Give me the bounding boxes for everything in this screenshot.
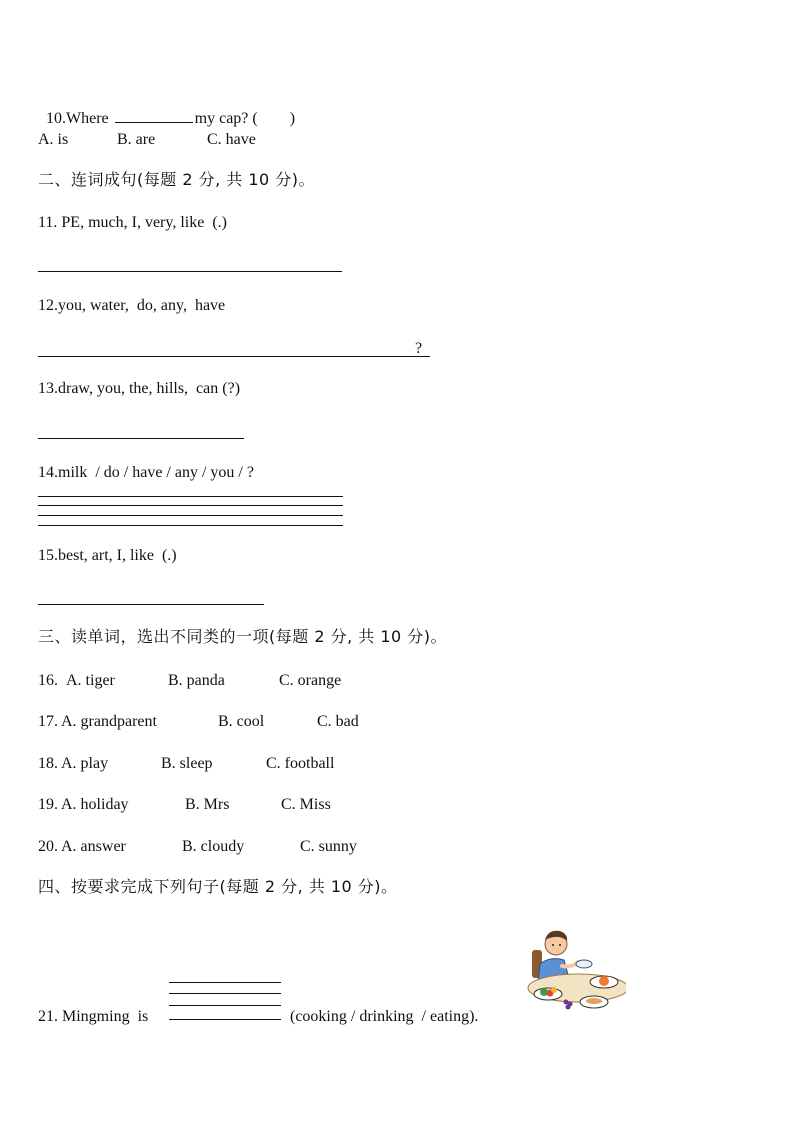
question-20-option-b[interactable]: B. cloudy xyxy=(182,838,245,855)
question-10-suffix: my cap? ( ) xyxy=(194,110,296,127)
question-12-answer-line[interactable] xyxy=(38,356,430,357)
question-15-text: 15.best, art, I, like (.) xyxy=(38,547,177,564)
question-21-writing-line-1[interactable] xyxy=(169,982,281,983)
question-17-option-a[interactable]: A. grandparent xyxy=(61,713,157,730)
question-11-text: 11. PE, much, I, very, like (.) xyxy=(38,214,227,231)
bowl-shape xyxy=(576,960,592,968)
question-21-suffix: (cooking / drinking / eating). xyxy=(290,1008,479,1025)
question-17-option-c[interactable]: C. bad xyxy=(317,713,359,730)
question-16-option-b[interactable]: B. panda xyxy=(168,672,225,689)
question-12-text: 12.you, water, do, any, have xyxy=(38,297,226,314)
question-17-option-b[interactable]: B. cool xyxy=(218,713,265,730)
question-10-blank[interactable] xyxy=(115,108,193,123)
question-17-number: 17. xyxy=(38,713,58,730)
question-14-text: 14.milk / do / have / any / you / ? xyxy=(38,464,254,481)
question-19-option-b[interactable]: B. Mrs xyxy=(185,796,230,813)
question-18-option-a[interactable]: A. play xyxy=(61,755,109,772)
question-14-writing-line-4[interactable] xyxy=(38,525,343,526)
question-18-option-c[interactable]: C. football xyxy=(266,755,335,772)
question-15-answer-line[interactable] xyxy=(38,604,264,605)
question-14-writing-line-3[interactable] xyxy=(38,515,343,516)
question-19-option-a[interactable]: A. holiday xyxy=(61,796,129,813)
question-16-option-c[interactable]: C. orange xyxy=(279,672,342,689)
question-10-option-a[interactable]: A. is xyxy=(38,131,69,148)
question-10-option-c[interactable]: C. have xyxy=(207,131,256,148)
question-10-option-b[interactable]: B. are xyxy=(117,131,156,148)
question-14-writing-line-2[interactable] xyxy=(38,505,343,506)
question-13-text: 13.draw, you, the, hills, can (?) xyxy=(38,380,241,397)
question-11-answer-line[interactable] xyxy=(38,271,342,272)
question-10 xyxy=(38,88,295,129)
question-10-prefix: 10.Where xyxy=(46,110,113,127)
question-18-option-b[interactable]: B. sleep xyxy=(161,755,213,772)
question-20-option-a[interactable]: A. answer xyxy=(61,838,126,855)
question-19-option-c[interactable]: C. Miss xyxy=(281,796,331,813)
question-12-end-mark: ? xyxy=(415,340,423,357)
question-21-writing-line-4[interactable] xyxy=(169,1019,281,1020)
question-16-option-a[interactable]: A. tiger xyxy=(66,672,115,689)
question-18-number: 18. xyxy=(38,755,58,772)
question-20-option-c[interactable]: C. sunny xyxy=(300,838,357,855)
section-4-title: 四、按要求完成下列句子(每题 2 分, 共 10 分)。 xyxy=(38,877,398,896)
question-19-number: 19. xyxy=(38,796,58,813)
question-21-writing-line-3[interactable] xyxy=(169,1005,281,1006)
section-3-title: 三、读单词，选出不同类的一项(每题 2 分, 共 10 分)。 xyxy=(38,627,448,646)
question-20-number: 20. xyxy=(38,838,58,855)
boy-eating-meal-illustration xyxy=(518,926,626,1018)
section-2-title: 二、连词成句(每题 2 分, 共 10 分)。 xyxy=(38,170,316,189)
question-13-answer-line[interactable] xyxy=(38,438,244,439)
question-16-number: 16. xyxy=(38,672,58,689)
question-21-writing-line-2[interactable] xyxy=(169,993,281,994)
question-14-writing-line-1[interactable] xyxy=(38,496,343,497)
question-21-prefix: 21. Mingming is xyxy=(38,1008,149,1025)
